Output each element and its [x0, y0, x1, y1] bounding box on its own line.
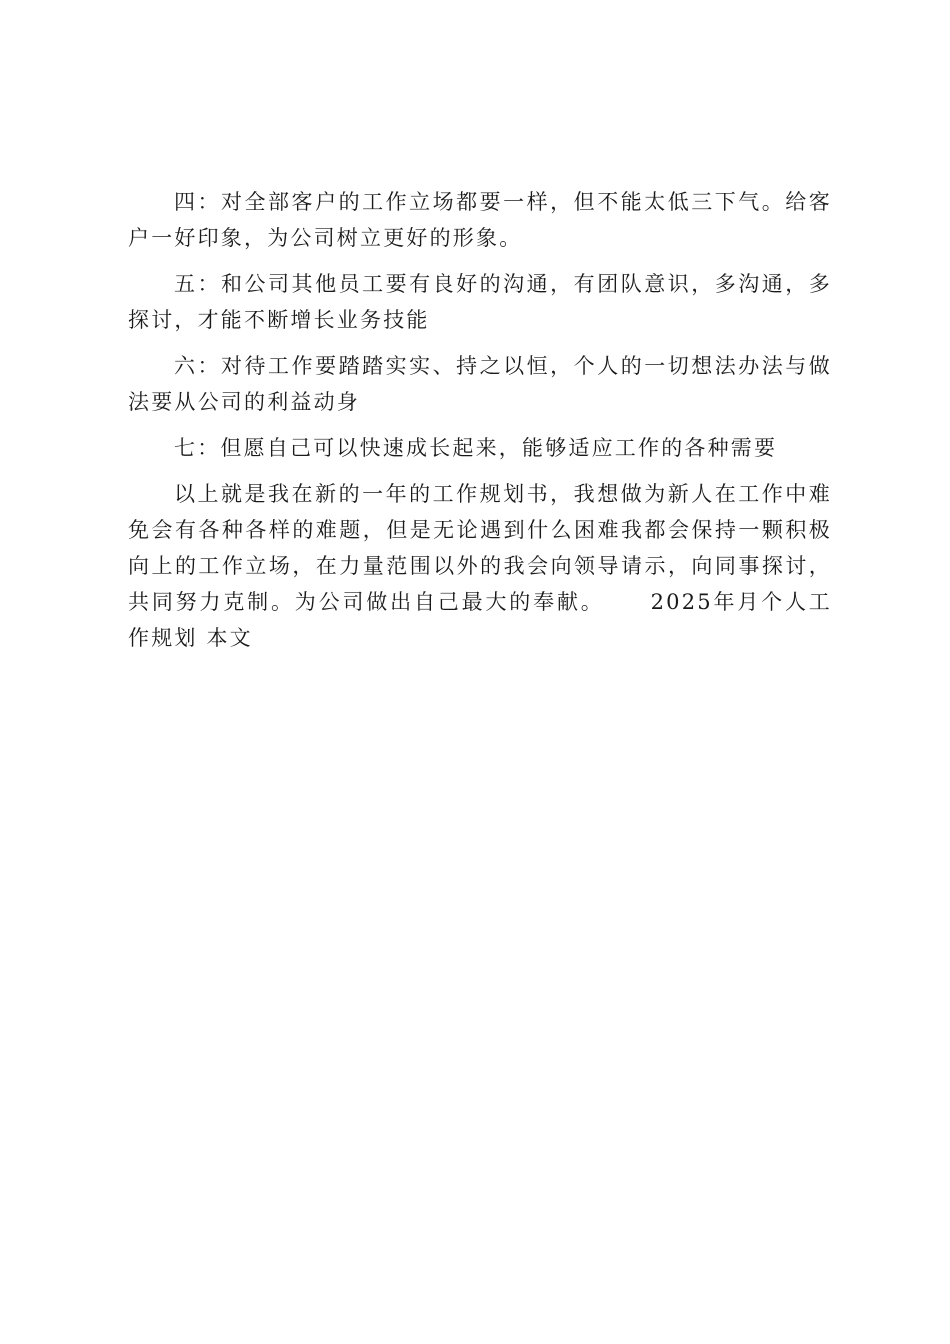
paragraph-conclusion	[128, 476, 832, 656]
document-body	[128, 184, 832, 666]
paragraph-point-seven: 七：但愿自己可以快速成长起来，能够适应工作的各种需要	[174, 436, 778, 460]
conclusion-text: 以上就是我在新的一年的工作规划书，我想做为新人在工作中难免会有各种各样的难题，但是无论遇到什么困难我都会保持一颗积极向上的工作立场，在力量范围以外的我会向领导请示，向同事探讨，共同努力克制。为公司做出自己最大的奉献。	[128, 482, 832, 614]
paragraph-point-five: 五：和公司其他员工要有良好的沟通，有团队意识，多沟通，多探讨，才能不断增长业务技能	[128, 272, 832, 332]
document-trailer: 2025年月个人工作规划 本文	[128, 590, 833, 650]
paragraph-point-four: 四：对全部客户的工作立场都要一样，但不能太低三下气。给客户一好印象，为公司树立更好的形象。	[128, 190, 832, 250]
paragraph-point-six: 六：对待工作要踏踏实实、持之以恒，个人的一切想法办法与做法要从公司的利益动身	[128, 354, 832, 414]
